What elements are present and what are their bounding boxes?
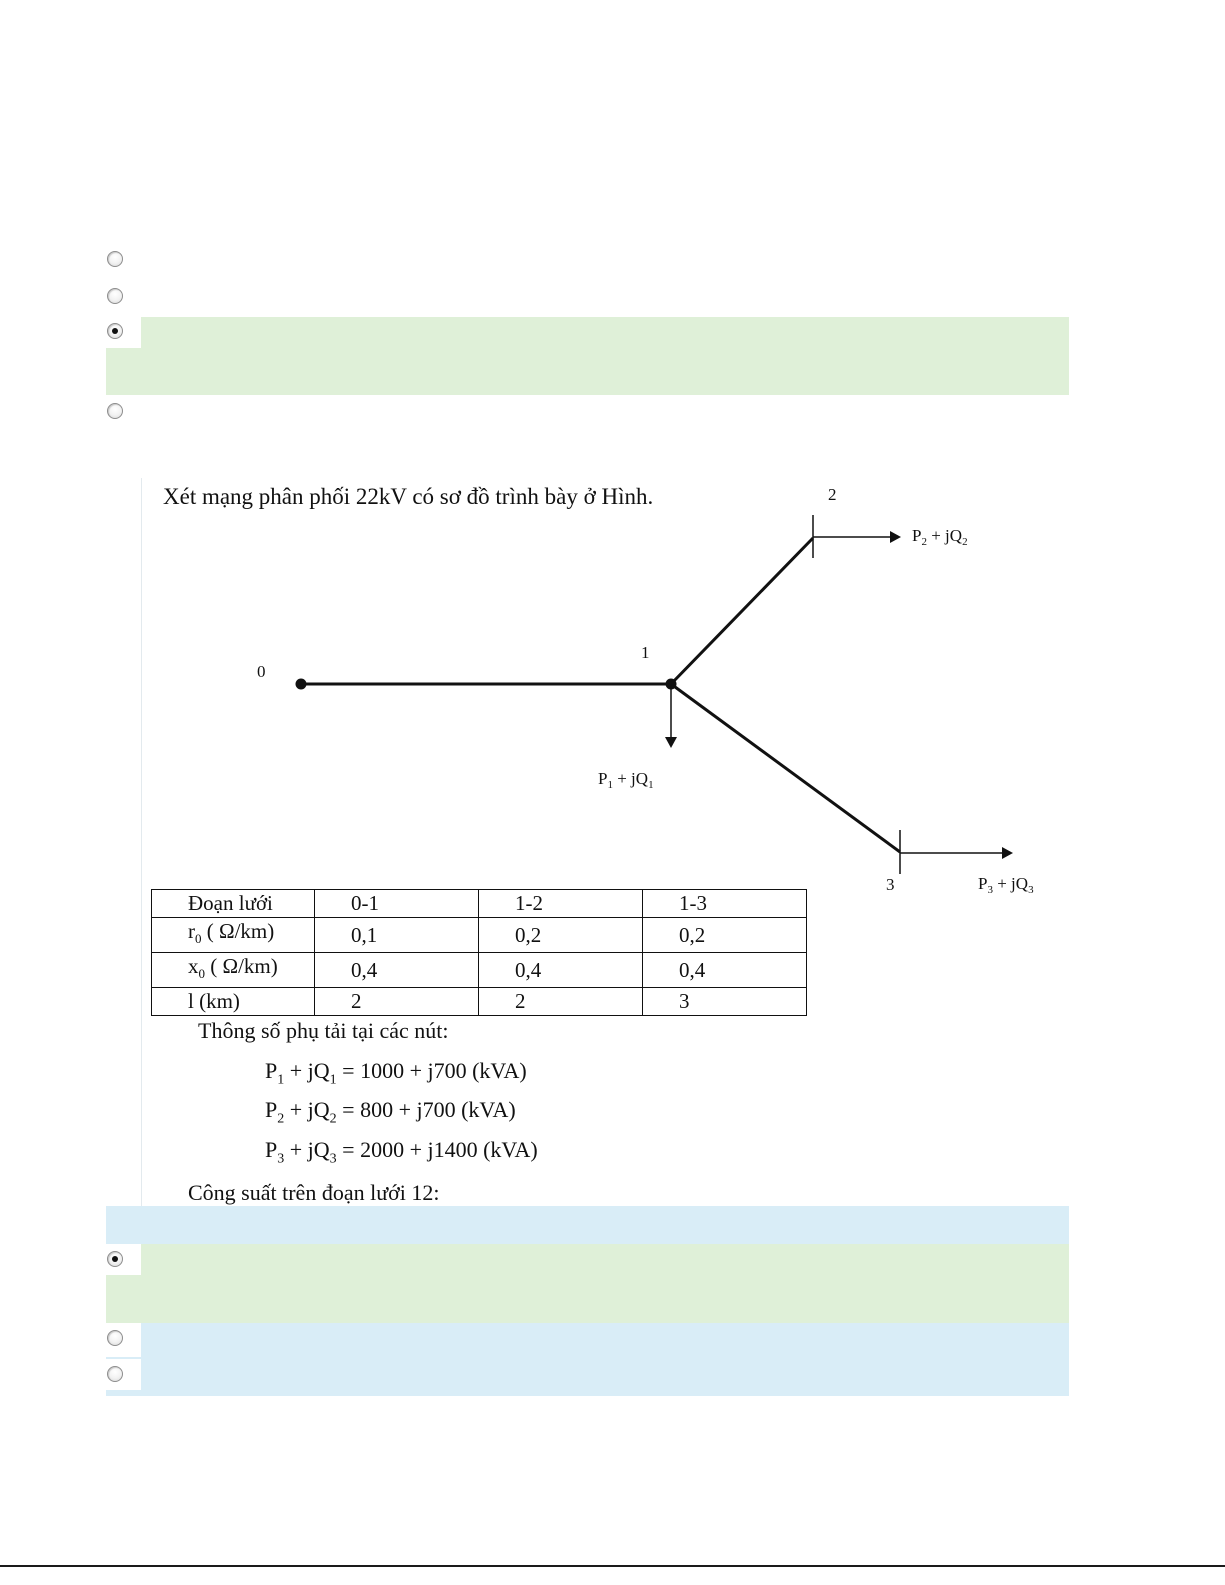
question2-highlight xyxy=(106,1206,1069,1244)
q2-options-highlight xyxy=(106,1323,1069,1396)
load-1-arrowhead xyxy=(665,737,677,748)
table-cell: 2 xyxy=(479,988,643,1016)
q2-option-c-radio[interactable] xyxy=(107,1366,123,1382)
q1-option-c-radio[interactable] xyxy=(107,323,123,339)
node-3-label: 3 xyxy=(886,875,895,894)
table-header-cell: 0-1 xyxy=(315,890,479,918)
q1-option-c-correct-highlight xyxy=(106,317,1069,395)
load-1-label: $P_1 + jQ_1$ xyxy=(598,769,654,791)
page-bottom-rule xyxy=(0,1565,1225,1567)
table-row xyxy=(152,953,807,988)
table-cell: 0,2 xyxy=(643,918,807,953)
table-cell: 0,4 xyxy=(479,953,643,988)
q2-option-a-radio[interactable] xyxy=(107,1251,123,1267)
load-2-arrowhead xyxy=(890,531,901,543)
node-2-label: 2 xyxy=(828,485,837,504)
q1-option-b-radio[interactable] xyxy=(107,288,123,304)
table-cell: 0,4 xyxy=(643,953,807,988)
q2-option-a-correct-highlight xyxy=(106,1244,1069,1323)
table-row xyxy=(152,918,807,953)
line-1-2 xyxy=(671,538,813,684)
node-0-dot xyxy=(296,679,307,690)
line-1-3 xyxy=(671,684,900,852)
node-0-label: 0 xyxy=(257,662,266,681)
row-label-length: l (km) xyxy=(152,988,315,1016)
table-cell: 0,4 xyxy=(315,953,479,988)
table-header-row xyxy=(152,890,807,918)
q1-option-d-radio[interactable] xyxy=(107,403,123,419)
load-3-label: $P_3 + jQ_3$ xyxy=(978,874,1034,896)
table-cell: 2 xyxy=(315,988,479,1016)
line-parameter-table xyxy=(151,889,807,1016)
network-diagram xyxy=(141,478,1069,898)
question2-image xyxy=(141,478,1069,1206)
node-1-label: 1 xyxy=(641,643,650,662)
table-cell: 3 xyxy=(643,988,807,1016)
table-cell: 0,1 xyxy=(315,918,479,953)
table-header-cell: 1-3 xyxy=(643,890,807,918)
question-intro: Xét mạng phân phối 22kV có sơ đồ trình bày ở Hình. xyxy=(163,484,654,509)
load-equation-1: $P_1 + jQ_1 = 1000 + j700$ (kVA) xyxy=(265,1058,527,1088)
load-equation-3: $P_3 + jQ_3 = 2000 + j1400$ (kVA) xyxy=(265,1137,538,1167)
row-label-r0: $r_0$ ( Ω/km) xyxy=(152,918,315,953)
table-header-cell: 1-2 xyxy=(479,890,643,918)
load-2-label: $P_2 + jQ_2$ xyxy=(912,526,968,548)
loads-title: Thông số phụ tải tại các nút: xyxy=(198,1018,449,1043)
q1-option-a-radio[interactable] xyxy=(107,251,123,267)
row-label-x0: $x_0$ ( Ω/km) xyxy=(152,953,315,988)
q2-option-b-radio[interactable] xyxy=(107,1330,123,1346)
load-equation-2: $P_2 + jQ_2 = 800 + j700$ (kVA) xyxy=(265,1097,516,1127)
segment-question: Công suất trên đoạn lưới 12: xyxy=(188,1180,440,1205)
load-3-arrowhead xyxy=(1002,847,1013,859)
table-cell: 0,2 xyxy=(479,918,643,953)
table-row xyxy=(152,988,807,1016)
table-header-cell: Đoạn lưới xyxy=(152,890,315,918)
